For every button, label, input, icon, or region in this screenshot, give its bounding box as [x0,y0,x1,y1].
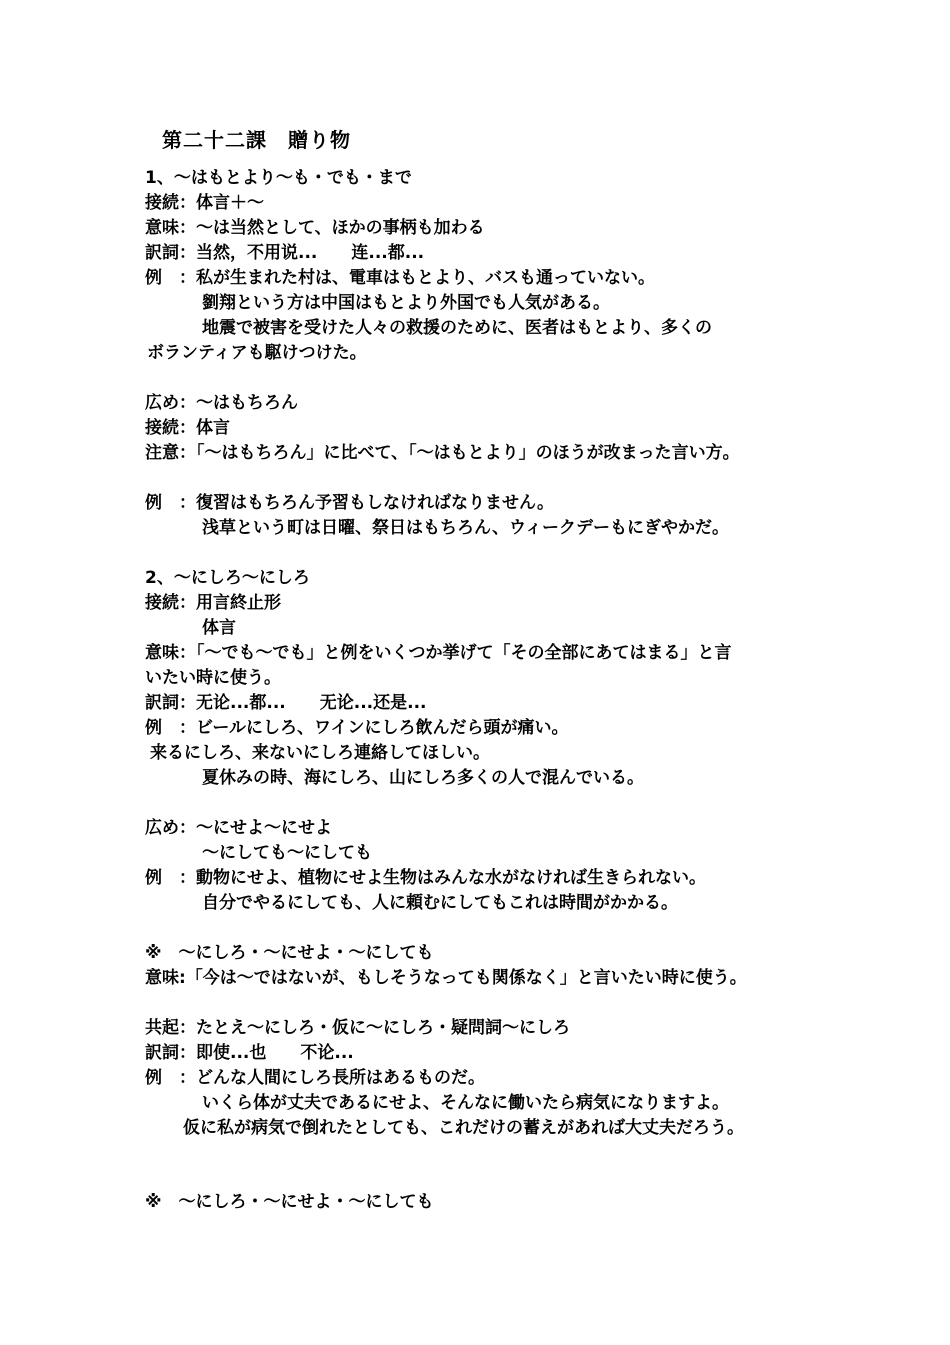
text-line: ～にしても～にしても [202,843,372,863]
text-line: 1、～はもとより～も・でも・まで [145,168,412,188]
text-line: 接続：用言終止形 [145,593,281,613]
text-line: 例 ：どんな人間にしろ長所はあるものだ。 [145,1068,485,1088]
text-line: 地震で被害を受けた人々の救援のために、医者はもとより、多くの [202,318,712,338]
text-line: 体言 [202,618,236,638]
text-line: ボランティアも駆けつけた。 [147,343,367,363]
text-line: 接続：体言 [145,418,230,438]
text-line: 例 ：復習はもちろん予習もしなければなりません。 [145,493,555,513]
text-line: 注意：「～はもちろん」に比べて、「～はもとより」のほうが改まった言い方。 [145,443,740,463]
text-line: 訳詞：无论...都... 无论...还是... [145,693,427,713]
lesson-title: 第二十二課 贈り物 [162,128,351,152]
text-line: 自分でやるにしても、人に頼むにしてもこれは時間がかかる。 [202,893,678,913]
text-line: 例 ：ビールにしろ、ワインにしろ飲んだら頭が痛い。 [145,718,569,738]
text-line: 広め：～はもちろん [145,393,298,413]
text-line: ※ ～にしろ・～にせよ・～にしても [145,943,434,963]
text-line: 例 ：私が生まれた村は、電車はもとより、バスも通っていない。 [145,268,655,288]
text-line: いたい時に使う。 [145,668,281,688]
text-line: 浅草という町は日曜、祭日はもちろん、ウィークデーもにぎやかだ。 [202,518,729,538]
text-line: 仮に私が病気で倒れたとしても、これだけの蓄えがあれば大丈夫だろう。 [183,1118,744,1138]
text-line: 来るにしろ、来ないにしろ連絡してほしい。 [150,743,490,763]
text-line: 意味：～は当然として、ほかの事柄も加わる [145,218,485,238]
text-line: 訳詞：当然，不用说... 连...都... [145,243,425,263]
text-line: 接続：体言＋～ [145,193,264,213]
text-line: 広め：～にせよ～にせよ [145,818,332,838]
text-line: 意味:「今は～ではないが、もしそうなっても関係なく」と言いたい時に使う。 [145,968,747,988]
text-line: 夏休みの時、海にしろ、山にしろ多くの人で混んでいる。 [202,768,644,788]
text-line: 2、～にしろ～にしろ [145,568,310,588]
text-line: 例 ：動物にせよ、植物にせよ生物はみんな水がなければ生きられない。 [145,868,706,888]
text-line: いくら体が丈夫であるにせよ、そんなに働いたら病気になりますよ。 [202,1093,729,1113]
text-line: 共起：たとえ～にしろ・仮に～にしろ・疑問詞～にしろ [145,1018,570,1038]
text-line: 訳詞：即使...也 不论... [145,1043,354,1063]
text-line: ※ ～にしろ・～にせよ・～にしても [145,1192,434,1212]
text-line: 意味：「～でも～でも」と例をいくつか挙げて「その全部にあてはまる」と言 [145,643,732,663]
text-line: 劉翔という方は中国はもとより外国でも人気がある。 [202,293,610,313]
